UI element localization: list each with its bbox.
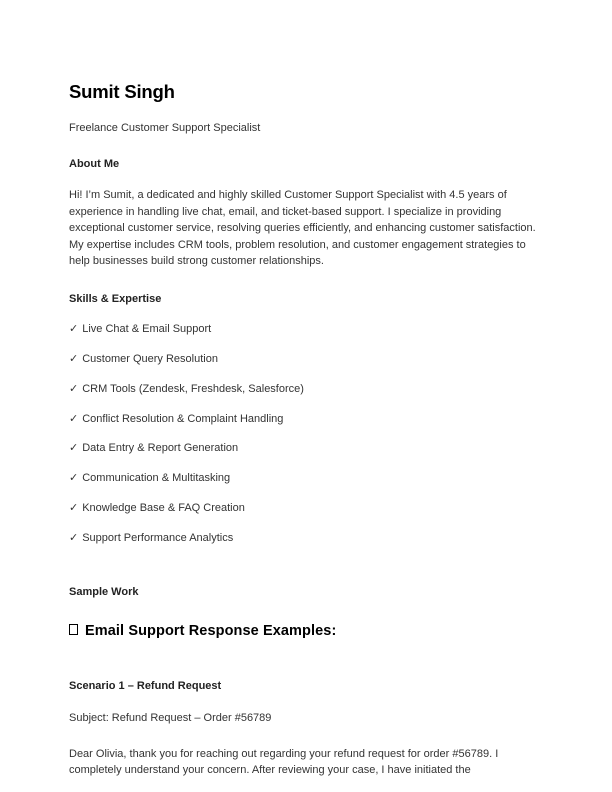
skill-label: Conflict Resolution & Complaint Handling <box>82 412 284 425</box>
about-me-heading: About Me <box>69 157 120 170</box>
spacer <box>69 270 540 292</box>
check-icon: ✓ <box>69 442 79 455</box>
list-item <box>69 322 540 336</box>
check-icon: ✓ <box>69 472 79 485</box>
skill-label: Communication & Multitasking <box>82 472 231 485</box>
scenario-1-heading: Scenario 1 – Refund Request <box>69 680 222 693</box>
spacer <box>69 545 540 585</box>
scenario-1-body: Dear Olivia, thank you for reaching out regarding your refund request for order #56789. I completely understand your concern. After reviewing your case, I have initiated the <box>69 747 499 777</box>
skill-label: Support Performance Analytics <box>82 531 234 544</box>
spacer <box>69 641 540 679</box>
about-me-paragraph: Hi! I’m Sumit, a dedicated and highly skilled Customer Support Specialist with 4.5 years of experience in handling live chat, email, and ticket-based support. I specialize in providing exceptional customer service, resolving queries efficiently, and enhancing customer satisfaction. My expertise includes CRM tools, problem resolution, and customer engagement strategies to help businesses build strong customer relationships. <box>69 188 536 268</box>
sample-work-heading: Sample Work <box>69 586 139 599</box>
list-item <box>69 471 540 485</box>
list-item <box>69 352 540 366</box>
list-item <box>69 382 540 396</box>
email-examples-label: Email Support Response Examples: <box>85 623 337 640</box>
list-item <box>69 501 540 515</box>
list-item <box>69 441 540 455</box>
check-icon: ✓ <box>69 323 79 336</box>
missing-glyph-box-icon <box>69 624 78 635</box>
email-examples-title <box>69 622 540 641</box>
page-title: Sumit Singh <box>69 81 175 102</box>
check-icon: ✓ <box>69 501 79 514</box>
scenario-1-subject: Subject: Refund Request – Order #56789 <box>69 711 272 724</box>
skill-label: Data Entry & Report Generation <box>82 442 239 455</box>
skill-label: Live Chat & Email Support <box>82 323 212 336</box>
check-icon: ✓ <box>69 531 79 544</box>
skill-label: Knowledge Base & FAQ Creation <box>82 501 245 514</box>
check-icon: ✓ <box>69 382 79 395</box>
skills-expertise-heading: Skills & Expertise <box>69 292 162 305</box>
list-item <box>69 412 540 426</box>
check-icon: ✓ <box>69 353 79 365</box>
document-subtitle: Freelance Customer Support Specialist <box>69 122 261 135</box>
skills-list <box>69 322 540 545</box>
check-icon: ✓ <box>69 412 79 425</box>
skill-label: CRM Tools (Zendesk, Freshdesk, Salesforce) <box>82 382 304 395</box>
list-item <box>69 531 540 545</box>
skill-label: Customer Query Resolution <box>82 353 218 365</box>
